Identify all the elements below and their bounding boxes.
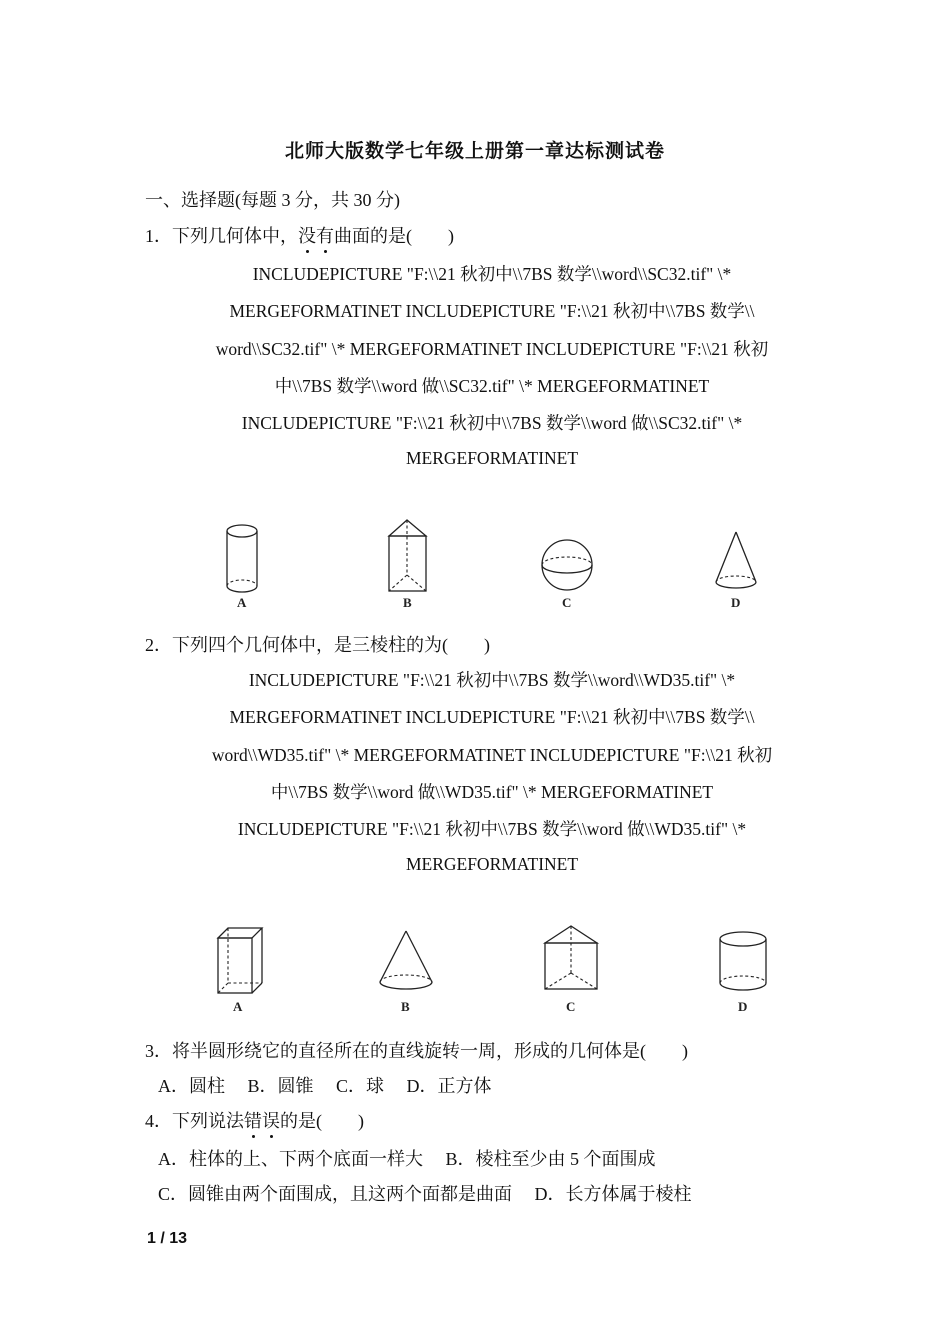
figure-cylinder <box>720 932 766 990</box>
figure-label: B <box>401 999 410 1014</box>
figure-triangular-prism <box>389 520 426 591</box>
emphasis-char: 误 <box>262 1107 280 1133</box>
figure-label: C <box>562 595 572 610</box>
question-1-prefix: 1．下列几何体中， <box>145 226 298 246</box>
question-4-options-line-2: C．圆锥由两个面围成，且这两个面都是曲面 D．长方体属于棱柱 <box>158 1184 692 1204</box>
figure-sphere <box>542 540 592 590</box>
figure-rectangular-prism <box>218 928 262 993</box>
page-title: 北师大版数学七年级上册第一章达标测试卷 <box>284 141 665 162</box>
figure-cone <box>716 532 756 588</box>
section-heading: 一、选择题(每题 3 分，共 30 分) <box>145 190 400 210</box>
question-2: 2．下列四个几何体中，是三棱柱的为( ) <box>145 635 490 655</box>
field-code-line: word\\WD35.tif" \* MERGEFORMATINET INCLUDEPICTURE "F:\\21 秋初 <box>211 745 773 765</box>
figure-label: A <box>233 999 243 1014</box>
field-code-line: 中\\7BS 数学\\word 做\\SC32.tif" \* MERGEFORMATINET <box>274 376 710 396</box>
figure-triangular-prism <box>545 926 597 989</box>
page-number: 1 / 13 <box>147 1230 188 1247</box>
emphasis-char: 有 <box>316 222 334 248</box>
figure-cone <box>380 931 432 989</box>
question-4-prefix: 4．下列说法 <box>145 1111 244 1131</box>
field-code-line: MERGEFORMATINET INCLUDEPICTURE "F:\\21 秋初中\\7BS 数学\\ <box>229 301 755 321</box>
figure-label: D <box>738 999 748 1014</box>
field-code-line: MERGEFORMATINET <box>405 448 579 468</box>
question-4-options-line-1: A．柱体的上、下两个底面一样大 B．棱柱至少由 5 个面围成 <box>158 1149 656 1169</box>
figure-cylinder <box>227 525 257 592</box>
figure-label: D <box>731 595 741 610</box>
field-code-line: INCLUDEPICTURE "F:\\21 秋初中\\7BS 数学\\word 做\\SC32.tif" \* <box>241 413 743 433</box>
q1-figures <box>0 510 950 615</box>
field-code-line: 中\\7BS 数学\\word 做\\WD35.tif" \* MERGEFORMATINET <box>270 782 714 802</box>
field-code-line: MERGEFORMATINET <box>405 854 579 874</box>
figure-label: C <box>566 999 576 1014</box>
question-1 <box>145 222 454 248</box>
field-code-line: INCLUDEPICTURE "F:\\21 秋初中\\7BS 数学\\word\\WD35.tif" \* <box>248 670 736 690</box>
field-code-line: INCLUDEPICTURE "F:\\21 秋初中\\7BS 数学\\word 做\\WD35.tif" \* <box>237 819 747 839</box>
figure-label: A <box>237 595 247 610</box>
field-code-line: MERGEFORMATINET INCLUDEPICTURE "F:\\21 秋初中\\7BS 数学\\ <box>229 707 755 727</box>
question-3: 3．将半圆形绕它的直径所在的直线旋转一周，形成的几何体是( ) <box>145 1041 688 1061</box>
question-1-suffix: 曲面的是( ) <box>334 226 454 246</box>
question-4 <box>145 1107 364 1133</box>
question-4-suffix: 的是( ) <box>280 1111 364 1131</box>
emphasis-char: 错 <box>244 1107 262 1133</box>
q2-figures <box>0 918 950 1018</box>
field-code-line: INCLUDEPICTURE "F:\\21 秋初中\\7BS 数学\\word\\SC32.tif" \* <box>252 264 732 284</box>
emphasis-char: 没 <box>298 222 316 248</box>
field-code-line: word\\SC32.tif" \* MERGEFORMATINET INCLUDEPICTURE "F:\\21 秋初 <box>215 339 769 359</box>
figure-label: B <box>403 595 412 610</box>
question-3-options: A．圆柱 B．圆锥 C．球 D．正方体 <box>158 1076 492 1096</box>
